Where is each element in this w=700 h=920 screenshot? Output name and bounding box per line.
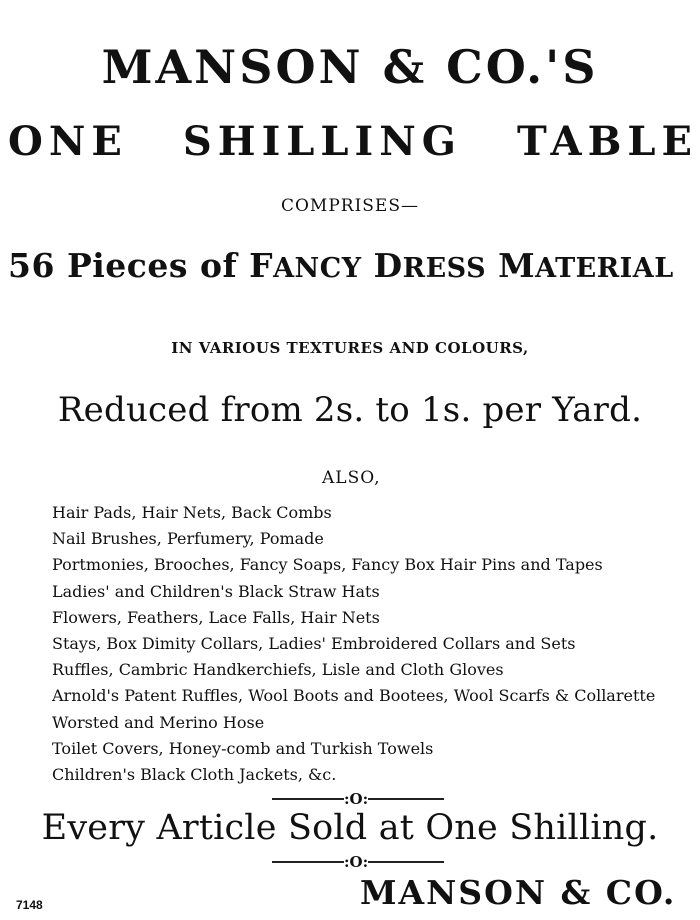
list-item: Arnold's Patent Ruffles, Wool Boots and Bootees, Wool Scarfs & Collarette	[52, 686, 656, 706]
divider-mark: :O:	[344, 790, 369, 808]
feature-headline	[8, 246, 674, 285]
also-heading: ALSO,	[322, 468, 381, 488]
divider-bottom	[272, 853, 444, 871]
slogan-line: Every Article Sold at One Shilling.	[41, 808, 659, 848]
textures-line: IN VARIOUS TEXTURES AND COLOURS,	[171, 339, 529, 357]
list-item: Flowers, Feathers, Lace Falls, Hair Nets	[52, 607, 380, 627]
reference-number: 7148	[16, 898, 43, 912]
divider-top	[272, 790, 444, 808]
divider-bar	[272, 798, 344, 800]
list-item: Ruffles, Cambric Handkerchiefs, Lisle and Cloth Gloves	[52, 660, 504, 680]
divider-bar	[368, 798, 444, 800]
divider-bar	[272, 861, 344, 863]
feature-count: 56	[8, 246, 55, 285]
list-item: Worsted and Merino Hose	[52, 712, 265, 732]
list-item: Portmonies, Brooches, Fancy Soaps, Fancy Box Hair Pins and Tapes	[52, 555, 603, 575]
list-item: Nail Brushes, Perfumery, Pomade	[52, 529, 324, 549]
feature-word-dress: DRESS	[373, 246, 487, 285]
list-item: Children's Black Cloth Jackets, &c.	[52, 764, 337, 784]
feature-word-material: MATERIAL	[498, 246, 674, 285]
items-list	[52, 500, 655, 788]
advert-subtitle	[0, 118, 700, 165]
subtitle-word-table: TABLE	[516, 118, 698, 165]
divider-bar	[368, 861, 444, 863]
list-item: Stays, Box Dimity Collars, Ladies' Embroidered Collars and Sets	[52, 633, 576, 653]
subtitle-word-one: ONE	[8, 118, 128, 165]
list-item: Hair Pads, Hair Nets, Back Combs	[52, 503, 332, 522]
comprises-label: COMPRISES—	[280, 196, 419, 216]
feature-word-fancy: FANCY	[249, 246, 362, 285]
signature: MANSON & CO.	[360, 873, 677, 912]
list-item: Ladies' and Children's Black Straw Hats	[52, 581, 380, 601]
feature-word-of: of	[199, 246, 238, 285]
divider-mark: :O:	[344, 853, 369, 871]
price-line: Reduced from 2s. to 1s. per Yard.	[57, 390, 643, 430]
advert-title: MANSON & CO.'S	[101, 40, 599, 94]
list-item: Toilet Covers, Honey-comb and Turkish Towels	[52, 738, 434, 758]
feature-word-pieces: Pieces	[66, 246, 188, 285]
subtitle-word-shilling: SHILLING	[182, 118, 462, 165]
